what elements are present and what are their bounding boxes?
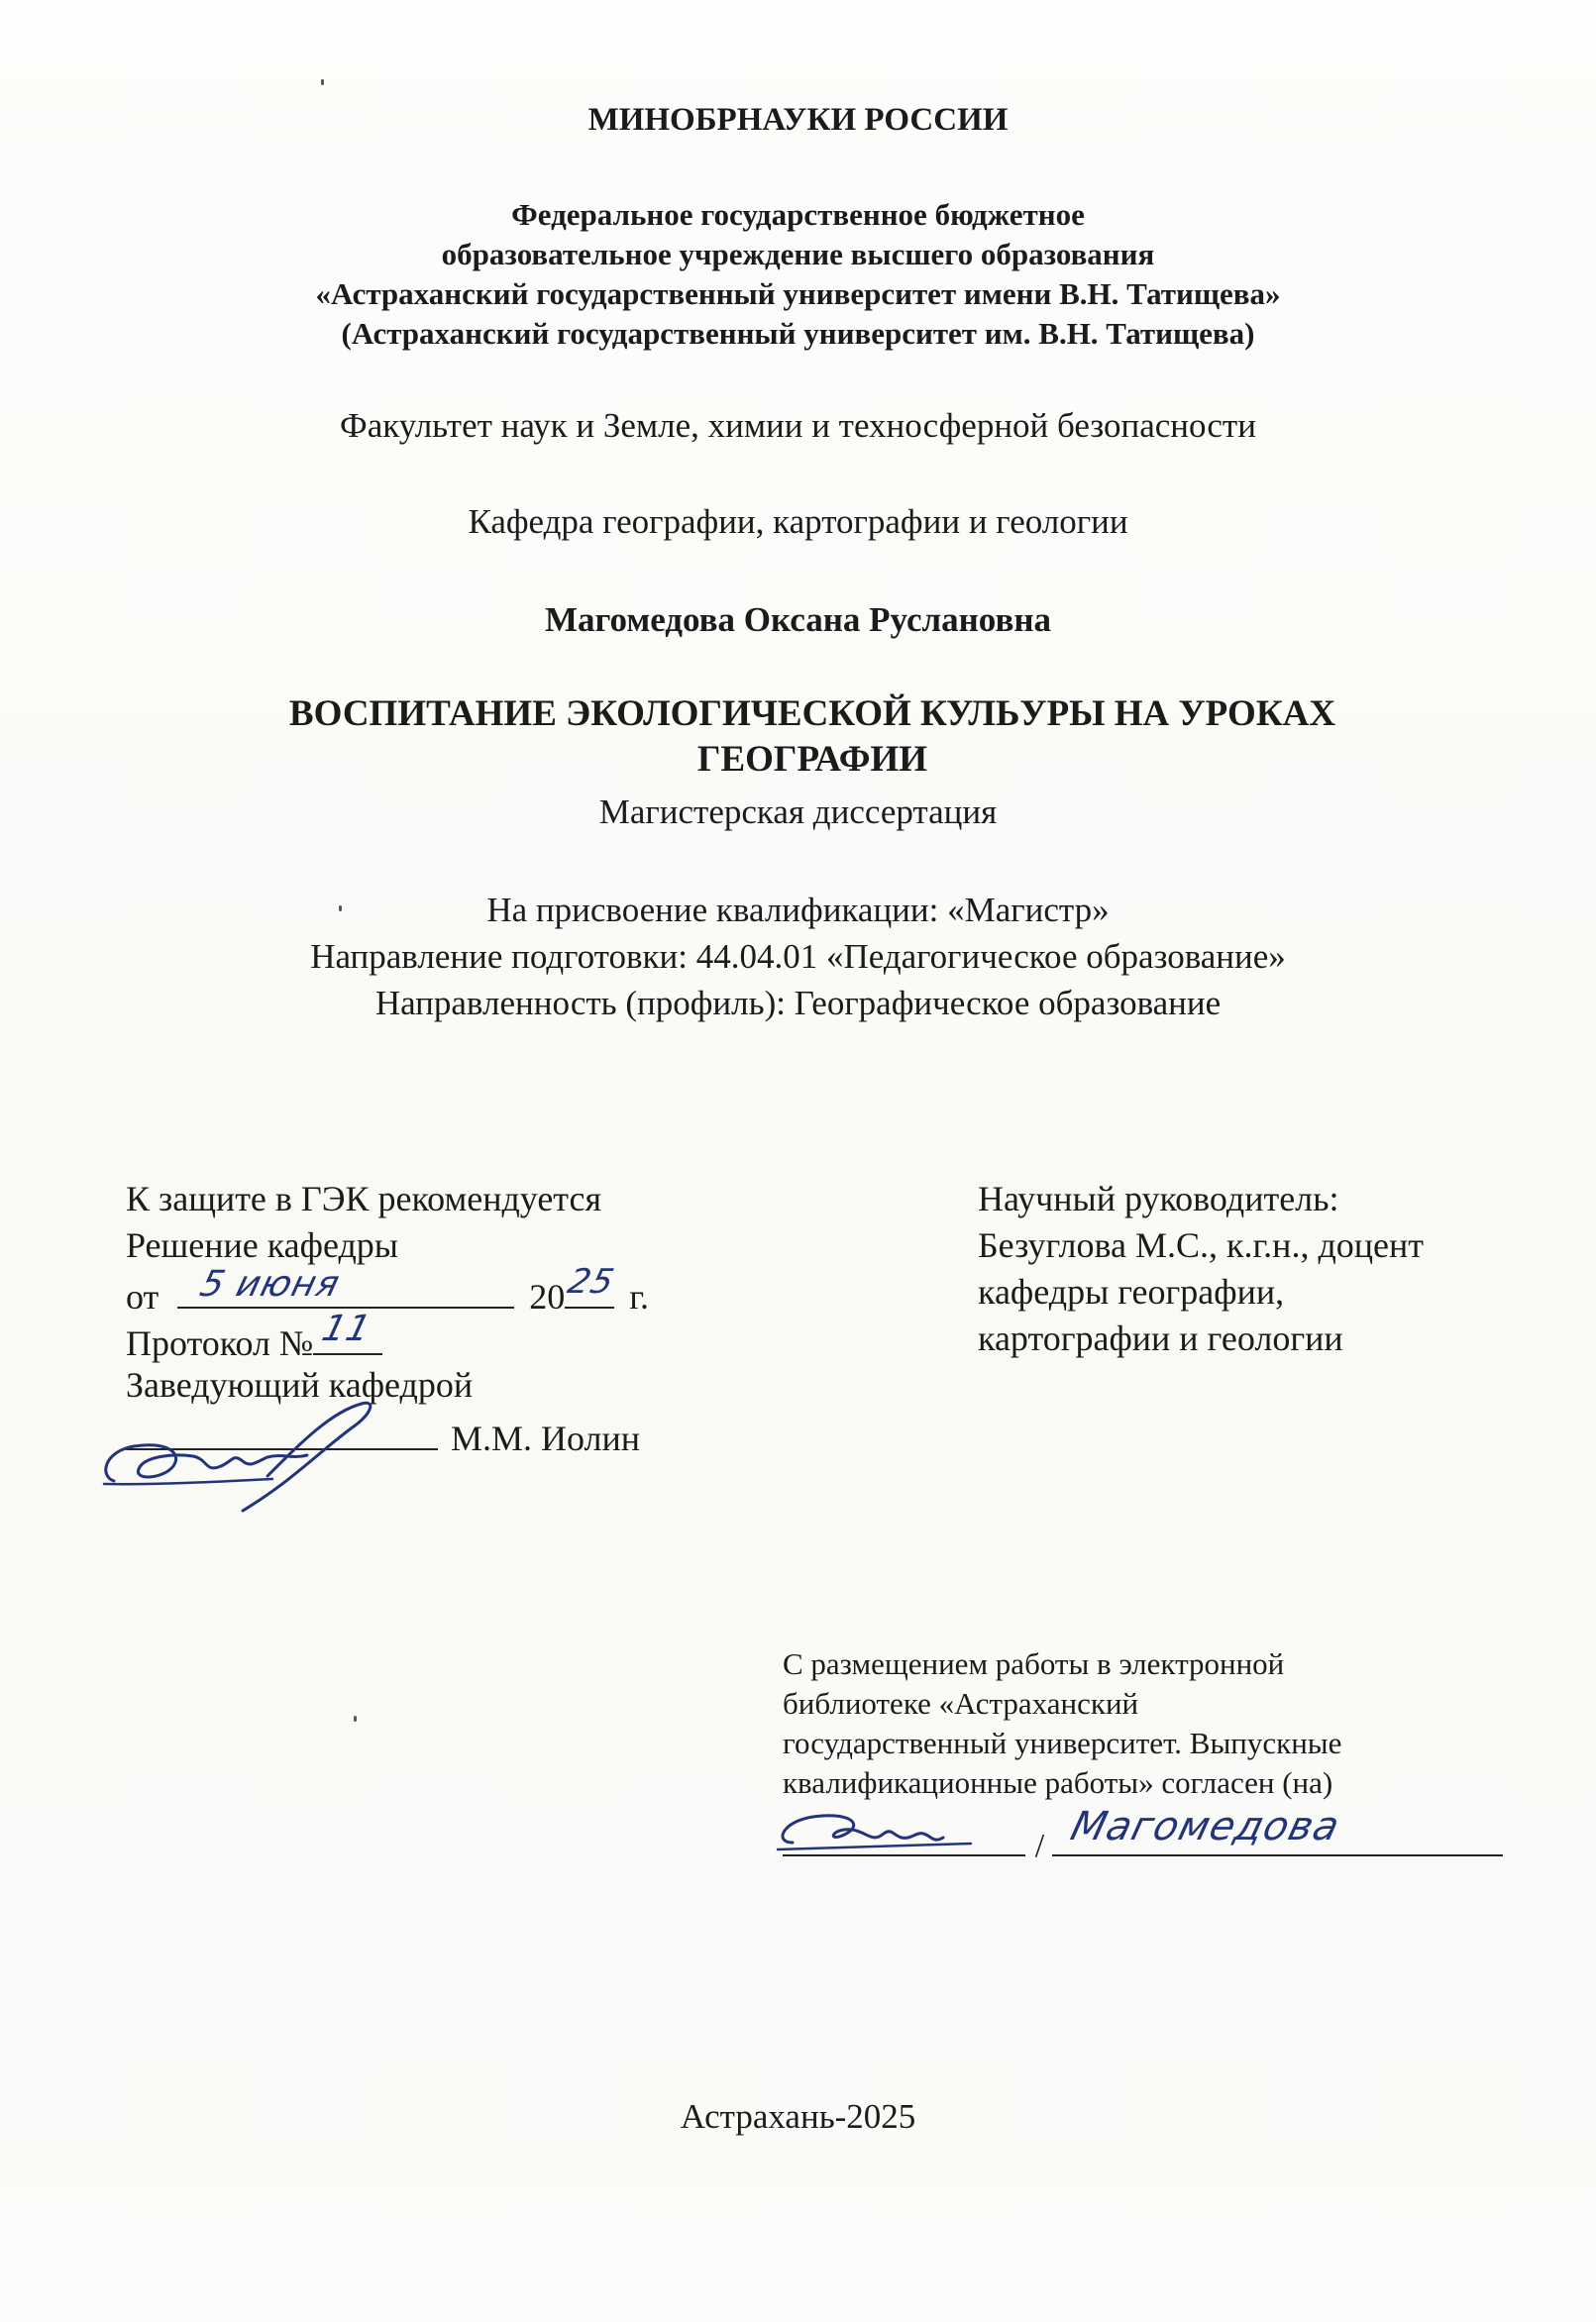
head-of-department-name: М.М. Иолин [451,1419,641,1458]
defense-recommended: К защите в ГЭК рекомендуется [126,1179,602,1218]
thesis-title [149,691,1476,783]
date-prefix: от [126,1277,160,1317]
consent-line: квалификационные работы» согласен (на) [783,1765,1333,1800]
qualification-profile: Направленность (профиль): Географическое образование [374,984,1222,1022]
institution-line: Федеральное государственное бюджетное [511,197,1085,232]
qualification-direction: Направление подготовки: 44.04.01 «Педагогическое образование» [310,937,1286,976]
student-signature [763,1788,1020,1877]
head-of-department-label: Заведующий кафедрой [126,1365,474,1405]
qualification-degree: На присвоение квалификации: «Магистр» [486,891,1110,929]
scan-speck [321,79,324,85]
protocol-row [126,1309,740,1363]
ministry-heading: МИНОБРНАУКИ РОССИИ [587,102,1009,138]
protocol-underline [313,1309,382,1355]
institution-line: (Астраханский государственный университет им. В.Н. Татищева) [341,316,1255,351]
consent-line: библиотеке «Астраханский [783,1686,1139,1721]
consent-line: государственный университет. Выпускные [783,1726,1342,1760]
handwritten-year: 25 [564,1262,619,1302]
supervisor-line: кафедры географии, [978,1272,1285,1312]
department-name: Кафедра географии, картографии и геологии [468,502,1128,541]
thesis-title-line: ВОСПИТАНИЕ ЭКОЛОГИЧЕСКОЙ КУЛЬУРЫ НА УРОКАХ [288,693,1336,734]
supervisor-line: картографии и геологии [978,1319,1343,1358]
year-suffix: г. [629,1277,649,1317]
city-year: Астрахань-2025 [680,2097,916,2136]
faculty-name: Факультет наук и Земле, химии и техносферной безопасности [340,406,1256,445]
decision-date-row [126,1262,740,1317]
department-decision: Решение кафедры [126,1225,398,1265]
consent-line: С размещением работы в электронной [783,1646,1285,1681]
qualification-block [0,887,1596,1026]
date-underline [177,1264,514,1309]
handwritten-date: 5 июня [196,1264,345,1305]
handwritten-protocol-number: 11 [318,1309,376,1349]
supervisor-label: Научный руководитель: [978,1179,1339,1218]
institution-line: образовательное учреждение высшего образования [441,237,1155,271]
scan-speck [354,1716,357,1722]
supervisor-line: Безуглова М.С., к.г.н., доцент [978,1225,1424,1265]
supervisor-block [978,1176,1533,1362]
consent-name-line [1052,1804,1503,1856]
handwritten-signature-name: Магомедова [1066,1804,1345,1849]
year-underline [564,1262,619,1309]
work-type: Магистерская диссертация [598,792,998,831]
year-prefix: 20 [529,1277,566,1317]
head-signature [94,1382,411,1521]
institution-line: «Астраханский государственный университет имени В.Н. Татищева» [315,276,1281,311]
author-name: Магомедова Оксана Руслановна [544,600,1052,639]
protocol-label: Протокол № [126,1323,314,1363]
institution-name [0,195,1596,354]
thesis-title-line: ГЕОГРАФИИ [696,739,928,780]
consent-separator: / [1034,1828,1045,1864]
